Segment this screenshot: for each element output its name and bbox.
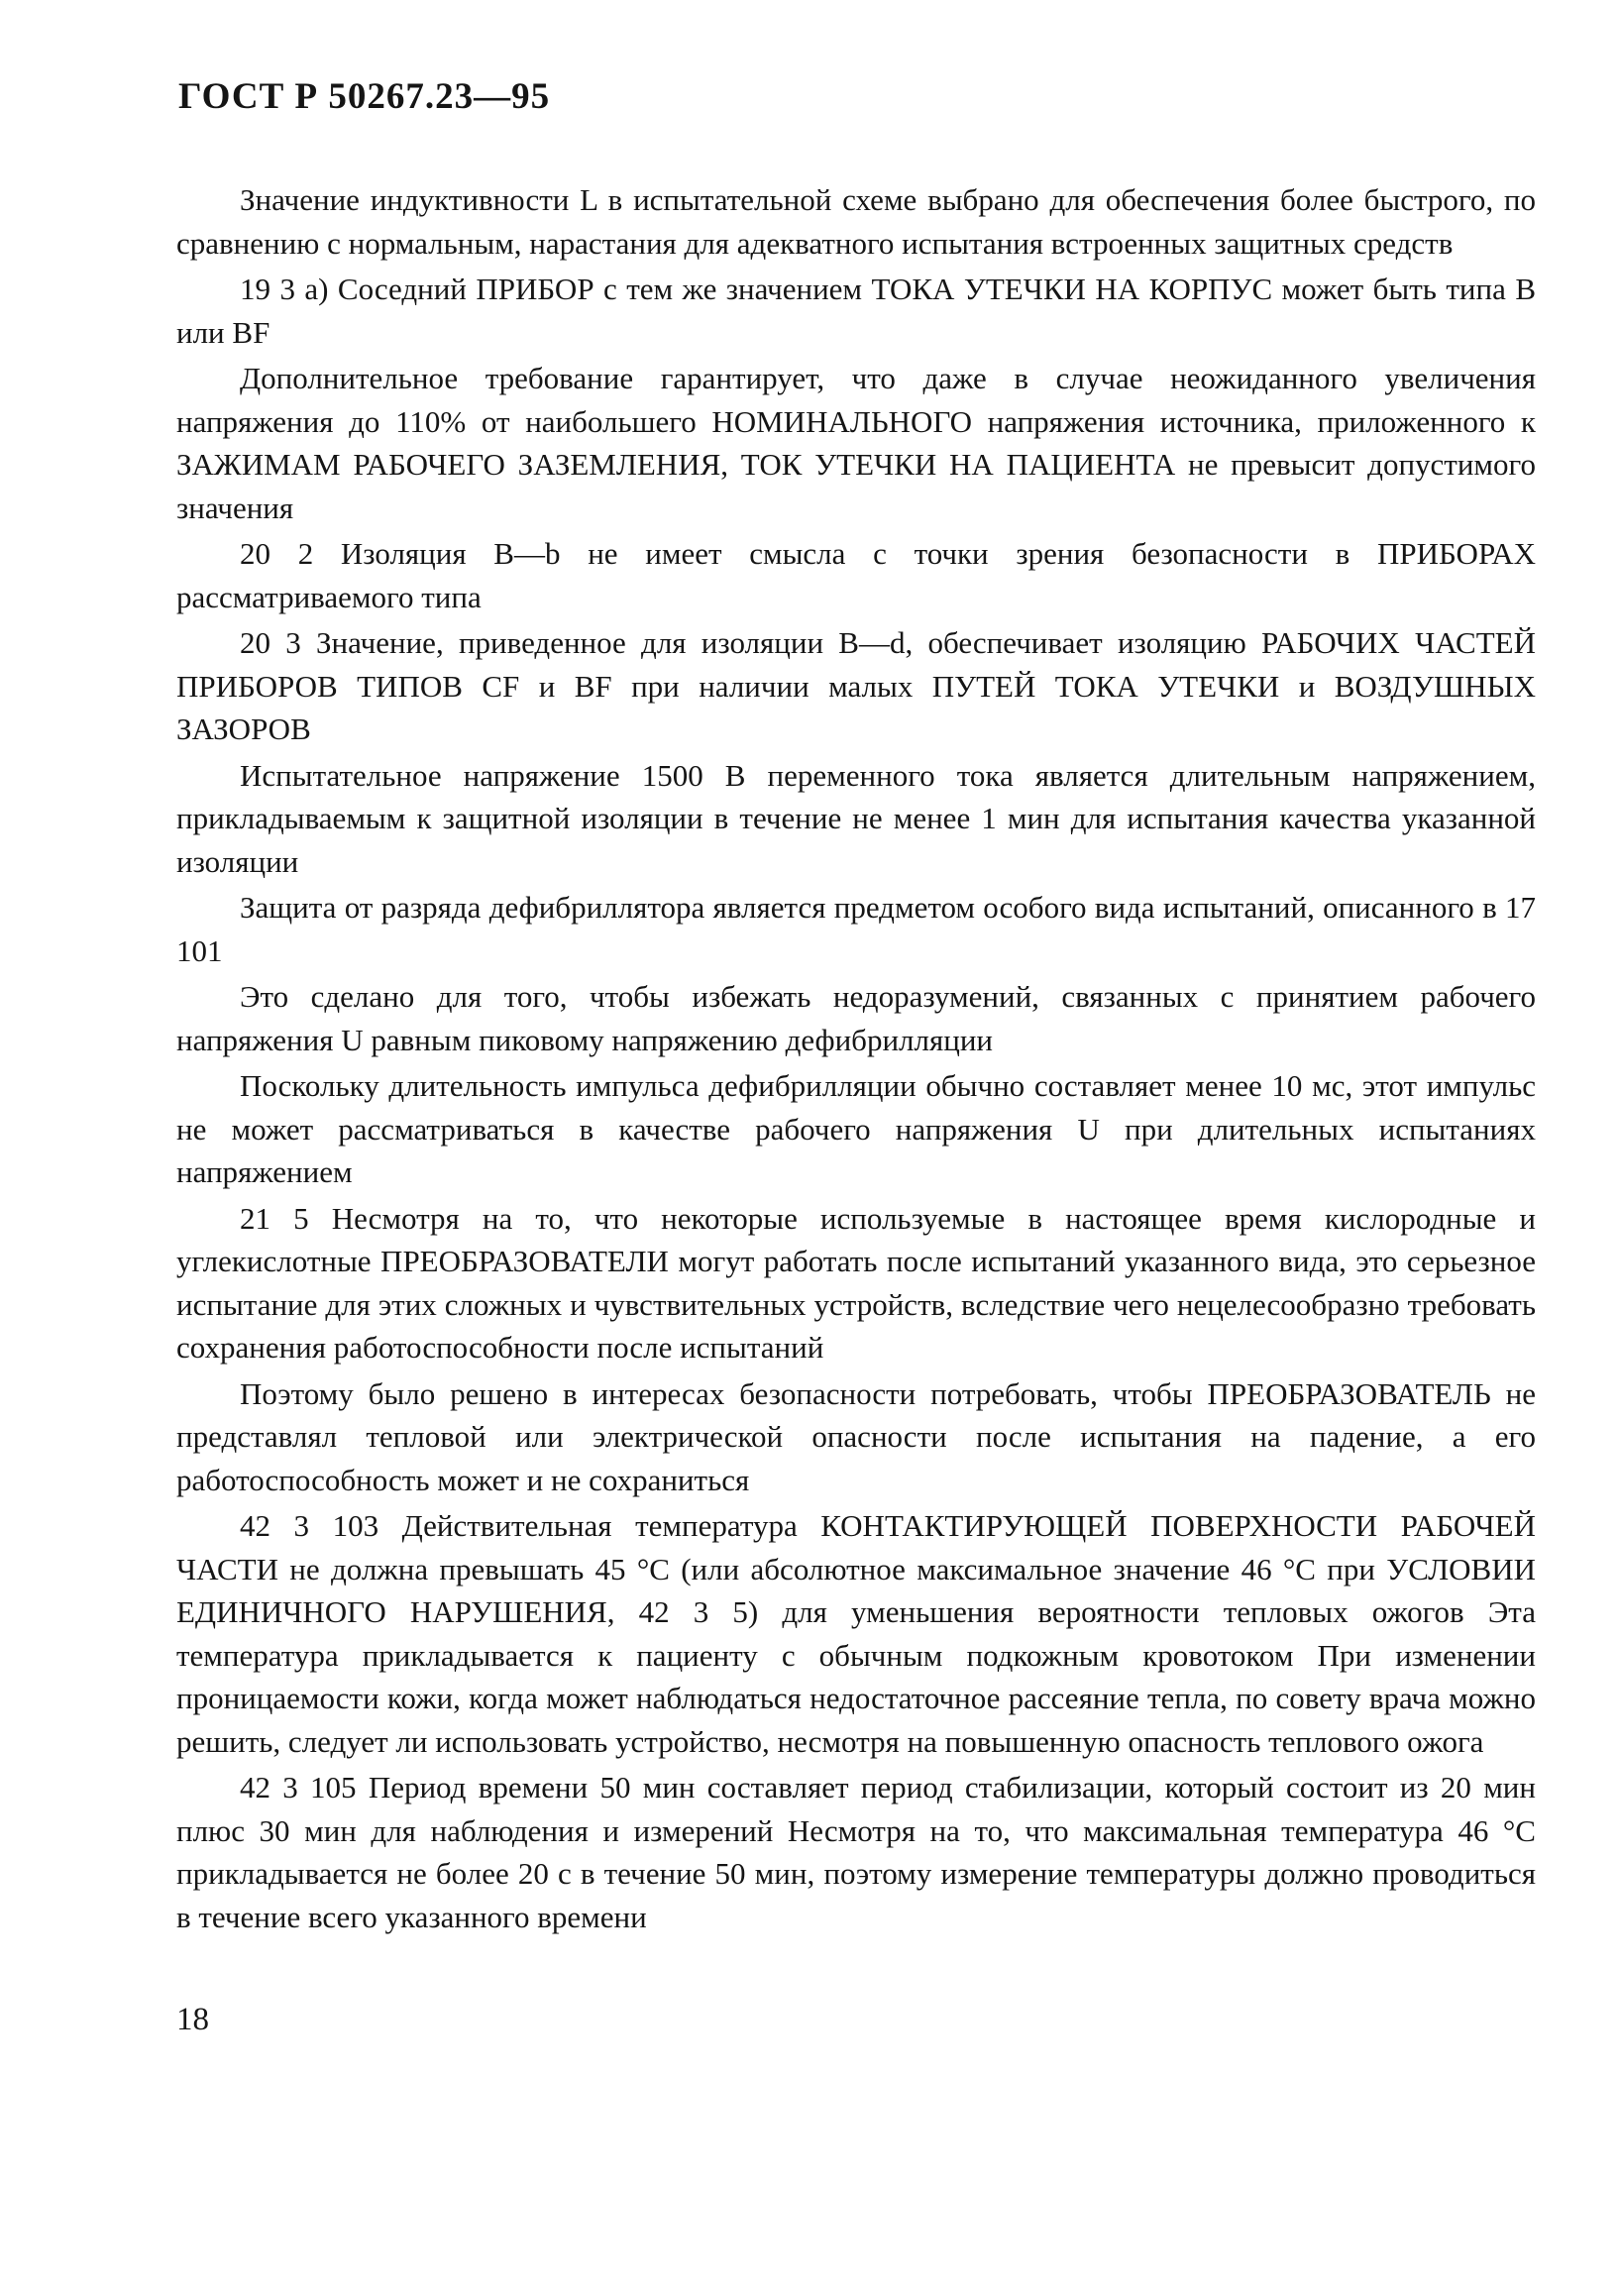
- paragraph: Испытательное напряжение 1500 В переменного тока является длительным напряжением, прикладываемым к защитной изоляции в течение не менее 1 мин для испытания качества указанной изоляции: [176, 757, 1536, 879]
- paragraph: 21 5 Несмотря на то, что некоторые используемые в настоящее время кислородные и углекислотные ПРЕОБРАЗОВАТЕЛИ могут работать после испытаний указанного вида, это серьезное испытание для этих сложных и чувствительных устройств, вследствие чего нецелесообразно требовать сохранения работоспособности после испытаний: [176, 1200, 1536, 1365]
- document-header: ГОСТ Р 50267.23—95: [178, 76, 551, 117]
- paragraph: Защита от разряда дефибриллятора является предметом особого вида испытаний, описанного в 17 101: [176, 890, 1536, 968]
- paragraph: Это сделано для того, чтобы избежать недоразумений, связанных с принятием рабочего напряжения U равным пиковому напряжению дефибрилляции: [176, 979, 1536, 1057]
- page-number: 18: [176, 2002, 209, 2037]
- paragraph: Значение индуктивности L в испытательной схеме выбрано для обеспечения более быстрого, по сравнению с нормальным, нарастания для адекватного испытания встроенных защитных средств: [176, 182, 1536, 261]
- paragraph: 42 3 105 Период времени 50 мин составляет период стабилизации, который состоит из 20 мин плюс 30 мин для наблюдения и измерений Несмотря на то, что максимальная температура 46 °С прикладывается не более 20 с в течение 50 мин, поэтому измерение температуры должно проводиться в течение всего указанного времени: [176, 1770, 1536, 1934]
- paragraph: Поскольку длительность импульса дефибрилляции обычно составляет менее 10 мс, этот импульс не может рассматриваться в качестве рабочего напряжения U при длительных испытаниях напряжением: [176, 1068, 1536, 1189]
- paragraph: 19 3 а) Соседний ПРИБОР с тем же значением ТОКА УТЕЧКИ НА КОРПУС может быть типа В или BF: [176, 272, 1536, 350]
- paragraph: 20 2 Изоляция В—b не имеет смысла с точки зрения безопасности в ПРИБОРАХ рассматриваемого типа: [176, 536, 1536, 614]
- paragraph: 42 3 103 Действительная температура КОНТАКТИРУЮЩЕЙ ПОВЕРХНОСТИ РАБОЧЕЙ ЧАСТИ не должна превышать 45 °С (или абсолютное максимальное значение 46 °С при УСЛОВИИ ЕДИНИЧНОГО НАРУШЕНИЯ, 42 3 5) для уменьшения вероятности тепловых ожогов Эта температура прикладывается к пациенту с обычным подкожным кровотоком При изменении проницаемости кожи, когда может наблюдаться недостаточное рассеяние тепла, по совету врача можно решить, следует ли использовать устройство, несмотря на повышенную опасность теплового ожога: [176, 1508, 1536, 1759]
- document-body: [176, 178, 1536, 1941]
- paragraph: 20 3 Значение, приведенное для изоляции В—d, обеспечивает изоляцию РАБОЧИХ ЧАСТЕЙ ПРИБОРОВ ТИПОВ CF и BF при наличии малых ПУТЕЙ ТОКА УТЕЧКИ и ВОЗДУШНЫХ ЗАЗОРОВ: [176, 625, 1536, 746]
- paragraph: Дополнительное требование гарантирует, что даже в случае неожиданного увеличения напряжения до 110% от наибольшего НОМИНАЛЬНОГО напряжения источника, приложенного к ЗАЖИМАМ РАБОЧЕГО ЗАЗЕМЛЕНИЯ, ТОК УТЕЧКИ НА ПАЦИЕНТА не превысит допустимого значения: [176, 361, 1536, 525]
- paragraph: Поэтому было решено в интересах безопасности потребовать, чтобы ПРЕОБРАЗОВАТЕЛЬ не представлял тепловой или электрической опасности после испытания на падение, а его работоспособность может и не сохраниться: [176, 1375, 1536, 1497]
